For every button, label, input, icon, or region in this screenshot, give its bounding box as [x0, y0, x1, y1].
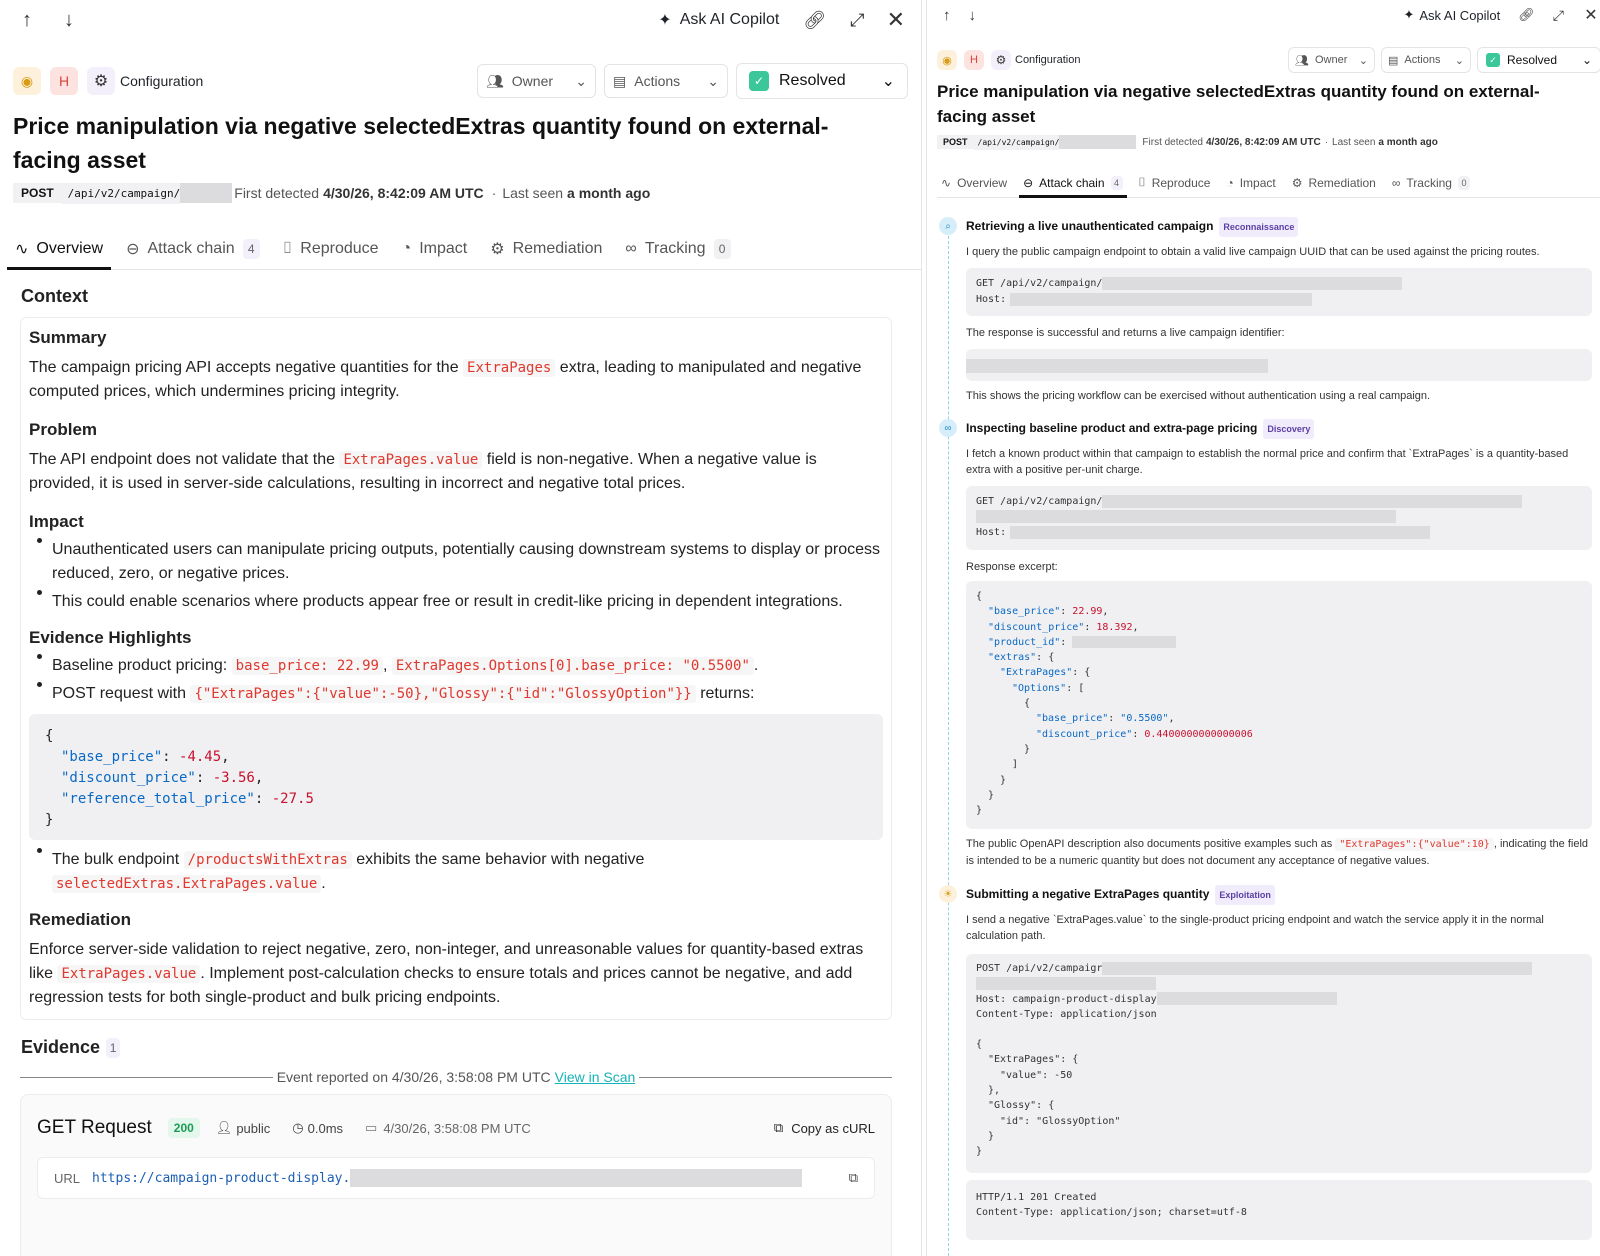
url-label: URL: [54, 1170, 81, 1186]
step-title: [966, 419, 1592, 439]
json-key: "base_price": [988, 606, 1061, 618]
tab-label: Reproduce: [1151, 175, 1211, 190]
last-seen-label: Last seen: [1332, 136, 1376, 148]
tab-overview[interactable]: [7, 228, 111, 269]
activity-icon: ∿: [15, 240, 29, 258]
divider-line: [20, 1077, 273, 1078]
redacted-block: [966, 359, 1268, 373]
code-line: "base_price": -4.45,: [61, 749, 230, 765]
first-detected-value: 4/30/26, 8:42:09 AM UTC: [323, 185, 484, 201]
link-icon: ⊖: [1023, 175, 1034, 190]
json-key: "Options": [1012, 682, 1067, 694]
tab-remediation[interactable]: [482, 228, 610, 269]
gear-icon: ⚙: [1291, 175, 1303, 190]
sparkle-icon: ✦: [658, 12, 672, 29]
redacted-block: [1102, 962, 1532, 975]
owner-dropdown[interactable]: [477, 64, 596, 98]
code-line: [976, 992, 1582, 1007]
code-line: }: [988, 789, 995, 801]
code-line: [976, 961, 1582, 976]
tab-label: Tracking: [644, 239, 706, 257]
first-detected-label: First detected: [1142, 136, 1203, 148]
endpoint-path: /api/v2/campaign/: [974, 135, 1060, 150]
chevron-down-icon: ⌄: [1358, 54, 1368, 67]
json-key: "discount_price": [61, 770, 196, 786]
tab-label: Remediation: [1308, 175, 1376, 190]
step-recon: [966, 217, 1592, 404]
binoculars-icon: ∞: [939, 419, 957, 437]
code-line: [976, 525, 1582, 540]
check-circle-icon: ✓: [1486, 53, 1500, 67]
actions-dropdown[interactable]: [604, 64, 728, 98]
json-code-block: [966, 581, 1592, 829]
search-icon: ⌕: [939, 217, 957, 235]
code-text: GET /api/v2/campaign/: [976, 496, 1103, 507]
owner-dropdown[interactable]: [1288, 47, 1375, 73]
tab-label: Impact: [1239, 175, 1276, 190]
tab-label: Attack chain: [1039, 175, 1105, 190]
step-text: I query the public campaign endpoint to obtain a valid live campaign UUID that can be used against the pricing routes.: [966, 246, 1540, 258]
inline-code: base_price: 22.99: [232, 657, 383, 675]
user-icon: 👤︎: [215, 1120, 233, 1135]
code-line: {: [45, 728, 54, 744]
chevron-down-icon: ⌄: [1581, 53, 1592, 67]
tab-tracking[interactable]: [617, 228, 738, 269]
impact-list: [29, 538, 883, 614]
request-url[interactable]: https://campaign-product-display.: [92, 1170, 351, 1186]
check-circle-icon: ✓: [749, 71, 769, 91]
json-code-block: [29, 714, 883, 840]
json-key: "product_id": [988, 636, 1061, 648]
code-line: {: [976, 1039, 983, 1051]
code-block: [966, 349, 1592, 381]
last-seen-label: Last seen: [502, 185, 564, 201]
redacted-block: [1102, 495, 1522, 508]
code-text: {: [1084, 667, 1091, 679]
tab-bar: [937, 168, 1600, 198]
copy-curl-button[interactable]: [774, 1120, 875, 1136]
list-item: [52, 654, 883, 678]
code-line: "ExtraPages": {: [988, 1054, 1079, 1066]
chevron-down-icon: ⌄: [1454, 54, 1464, 67]
json-key: "base_price": [1036, 713, 1109, 725]
json-value: -4.45: [179, 749, 222, 765]
code-text: GET /api/v2/campaign/: [976, 278, 1103, 289]
list-item: [52, 682, 883, 706]
evidence-highlights-heading: Evidence Highlights: [29, 628, 192, 647]
gauge-icon: ◔: [401, 239, 412, 257]
code-line: "product_id":: [976, 635, 1582, 650]
summary-text-b: extra, leading to manipulated and negative computed prices, which undermines pricing integrity.: [29, 359, 862, 400]
finding-meta: [937, 135, 1438, 149]
code-text: Host: campaign-product-display: [976, 993, 1157, 1005]
redacted-block: [180, 183, 232, 203]
tab-label: Reproduce: [300, 239, 379, 257]
owner-label: Owner: [1314, 54, 1348, 66]
rem-text-a: Enforce server-side validation to reject negative, zero, non-integer, and unreasonable values for quantity-based extras like: [29, 941, 864, 982]
severity-chip: ◉: [937, 50, 957, 70]
activity-icon: ∿: [941, 175, 952, 190]
method-badge: POST: [937, 135, 974, 149]
tab-impact[interactable]: [1222, 168, 1279, 197]
inline-code: /productsWithExtras: [184, 851, 352, 869]
code-line: "reference_total_price": -27.5: [61, 791, 314, 807]
last-seen-value: a month ago: [567, 185, 651, 201]
redacted-block: [1102, 277, 1402, 290]
tab-label: Overview: [957, 175, 1008, 190]
code-line: }: [976, 1146, 983, 1158]
url-row: [37, 1157, 875, 1199]
tab-tracking[interactable]: [1388, 168, 1474, 197]
code-line: "Options": [: [1012, 682, 1085, 694]
context-card: [20, 317, 892, 1020]
users-icon: 👥︎: [1295, 54, 1309, 67]
finding-title: Price manipulation via negative selectedExtras quantity found on external-facing asset: [13, 113, 829, 173]
remediation-text: [29, 938, 883, 1010]
step-exploitation: [966, 885, 1592, 1240]
evidence-count: 1: [106, 1038, 120, 1058]
code-line: "discount_price": -3.56,: [61, 770, 264, 786]
summary-text: [29, 356, 883, 404]
tab-impact[interactable]: [394, 228, 476, 269]
list-item: Unauthenticated users can manipulate pricing outputs, potentially causing downstream systems to display or process reduced, zero, or negative prices.: [52, 538, 883, 586]
code-line: "Glossy": {: [988, 1100, 1055, 1112]
problem-text: [29, 448, 883, 496]
arrow-down-icon[interactable]: ↓: [968, 6, 976, 24]
tab-label: Remediation: [512, 239, 603, 257]
arrow-up-icon[interactable]: ↑: [22, 8, 32, 31]
inline-code: ExtraPages.value: [57, 965, 200, 983]
evidence-heading: Evidence: [21, 1037, 101, 1057]
ask-copilot-button[interactable]: [1403, 7, 1500, 23]
code-line: }: [1000, 774, 1007, 786]
actions-label: Actions: [634, 73, 681, 89]
h-chip: H: [50, 67, 78, 95]
problem-text-a: The API endpoint does not validate that the: [29, 451, 335, 468]
code-line: Content-Type: application/json: [976, 1008, 1157, 1020]
code-line: "discount_price": 18.392,: [988, 621, 1139, 633]
rem-text-b: . Implement post-calculation checks to ensure totals and prices cannot be negative, and add regression tests for both single-product and bulk pricing endpoints.: [29, 965, 853, 1006]
owner-label: Owner: [511, 73, 554, 89]
step-title: [966, 217, 1592, 237]
code-line: }: [976, 805, 983, 817]
redacted-block: [1059, 135, 1136, 149]
endpoint-path: /api/v2/campaign/: [62, 183, 181, 204]
code-line: "ExtraPages": {: [1000, 667, 1091, 679]
problem-text-b: field is non-negative. When a negative value is provided, it is used in server-side calculations, resulting in incorrect and negative total prices.: [29, 451, 817, 492]
divider-line: [639, 1077, 892, 1078]
clock-icon: ◷: [292, 1120, 304, 1135]
code-line: "id": "GlossyOption": [1000, 1115, 1121, 1127]
punct: .: [753, 657, 759, 674]
status-dropdown[interactable]: [736, 63, 908, 99]
copilot-label: Ask AI Copilot: [1419, 7, 1501, 23]
summary-heading: Summary: [29, 328, 107, 347]
arrow-down-icon[interactable]: ↓: [64, 8, 74, 31]
last-seen-value: a month ago: [1378, 136, 1438, 148]
context-heading: Context: [21, 286, 88, 306]
gear-icon: ⚙: [87, 67, 115, 95]
event-reported-text: Event reported on 4/30/26, 3:58:08 PM UTC: [276, 1069, 551, 1085]
copy-curl-label: Copy as cURL: [791, 1120, 875, 1136]
step-text-b: , indicating the field is intended to be a numeric quantity but does not document any acceptance of negative values.: [966, 838, 1588, 867]
json-key: "reference_total_price": [61, 791, 255, 807]
actions-label: Actions: [1404, 54, 1441, 66]
code-text: Host:: [976, 294, 1007, 305]
json-value: 0.4400000000000006: [1144, 728, 1253, 740]
ev3-text: The bulk endpoint: [52, 851, 180, 868]
binoculars-icon: ∞: [625, 239, 637, 257]
json-key: "discount_price": [1036, 728, 1133, 740]
tab-reproduce[interactable]: [275, 228, 387, 269]
copy-icon: ⧉: [773, 1120, 784, 1135]
step-text-a: The public OpenAPI description also documents positive examples such as: [966, 838, 1333, 850]
link-icon[interactable]: 🔗︎: [803, 9, 827, 30]
event-divider: [20, 1067, 892, 1087]
code-line: "base_price": "0.5500",: [1036, 713, 1175, 725]
summary-text-a: The campaign pricing API accepts negative quantities for the: [29, 359, 459, 376]
phase-tag: Reconnaissance: [1219, 217, 1298, 237]
close-icon[interactable]: ✕: [1584, 7, 1598, 24]
code-line: }: [1024, 743, 1031, 755]
code-block: [966, 1180, 1592, 1240]
tab-count: 4: [1111, 176, 1123, 190]
code-line: {: [976, 591, 983, 602]
gear-icon: ⚙: [991, 50, 1011, 70]
tab-count: 0: [714, 239, 731, 259]
code-line: [976, 509, 1582, 524]
redacted-block: [1010, 293, 1312, 306]
tab-label: Tracking: [1406, 175, 1452, 190]
gauge-icon: ◔: [1226, 175, 1234, 190]
redacted-block: [976, 977, 1156, 990]
request-duration: 0.0ms: [307, 1120, 344, 1136]
list-item: [52, 848, 883, 896]
punct: .: [321, 875, 326, 892]
code-line: HTTP/1.1 201 Created: [976, 1192, 1097, 1203]
meta-separator: ·: [1324, 136, 1329, 148]
link-icon[interactable]: 🔗︎: [1518, 7, 1535, 22]
finding-title: Price manipulation via negative selectedExtras quantity found on external-facing asset: [937, 82, 1540, 126]
config-label: Configuration: [120, 73, 204, 89]
json-value: 18.392: [1096, 621, 1133, 633]
request-card: [20, 1094, 892, 1256]
tab-attack-chain[interactable]: [118, 228, 268, 269]
ask-copilot-button[interactable]: [658, 10, 779, 30]
phase-tag: Discovery: [1263, 419, 1314, 439]
code-line: }: [45, 812, 54, 828]
code-line: },: [988, 1085, 1001, 1097]
step-title: [966, 885, 1592, 905]
inline-code: ExtraPages.value: [339, 451, 482, 469]
tab-overview[interactable]: [937, 168, 1011, 197]
close-icon[interactable]: ✕: [886, 7, 905, 32]
chevron-down-icon: ⌄: [575, 72, 587, 89]
code-text: Host:: [976, 527, 1007, 538]
status-label: Resolved: [1507, 53, 1558, 67]
book-icon: ⌷: [1138, 175, 1146, 189]
code-line: "extras": {: [988, 652, 1055, 664]
request-user: public: [236, 1120, 271, 1136]
tab-attack-chain[interactable]: [1019, 168, 1126, 197]
bug-icon: ☀: [939, 885, 957, 903]
code-text: POST /api/v2/campaigr: [976, 963, 1103, 974]
code-line: }: [988, 1130, 995, 1142]
punct: ,: [382, 657, 388, 674]
redacted-block: [1157, 992, 1337, 1005]
ev1-text: Baseline product pricing:: [52, 657, 228, 674]
step-discovery: [966, 419, 1592, 869]
inline-code: {"ExtraPages":{"value":-50},"Glossy":{"id":"GlossyOption"}}: [190, 685, 695, 703]
inline-code: ExtraPages: [463, 359, 555, 377]
step-text: Response excerpt:: [966, 561, 1058, 573]
code-block: [966, 486, 1592, 550]
inline-code: selectedExtras.ExtraPages.value: [52, 875, 321, 893]
users-icon: 👥︎: [486, 72, 504, 89]
ev2-text: POST request with: [52, 685, 186, 702]
code-text: {: [1048, 652, 1055, 664]
timeline-line: [948, 236, 949, 1256]
code-line: "discount_price": 0.4400000000000006: [1036, 728, 1253, 740]
expand-icon[interactable]: ⤢: [850, 9, 865, 30]
chevron-down-icon: ⌄: [881, 73, 895, 90]
chevron-down-icon: ⌄: [707, 72, 719, 89]
code-block: [966, 268, 1592, 316]
tab-reproduce[interactable]: [1135, 168, 1215, 197]
method-badge: POST: [13, 183, 62, 203]
tab-label: Impact: [419, 239, 468, 257]
code-line: Content-Type: application/json; charset=utf-8: [976, 1207, 1247, 1219]
h-chip: H: [964, 50, 984, 70]
meta-separator: ·: [491, 185, 497, 201]
arrow-up-icon[interactable]: ↑: [943, 6, 951, 24]
problem-heading: Problem: [29, 420, 98, 439]
ev3-text-b: exhibits the same behavior with negative: [356, 851, 645, 868]
gear-icon: ⚙: [490, 240, 505, 258]
json-key: "discount_price": [988, 621, 1085, 633]
json-key: "ExtraPages": [1000, 667, 1073, 679]
json-key: "base_price": [61, 749, 163, 765]
code-line: [976, 276, 1582, 292]
tab-count: 4: [243, 239, 260, 259]
impact-heading: Impact: [29, 512, 84, 531]
request-date: 4/30/26, 3:58:08 PM UTC: [383, 1120, 531, 1136]
clipboard-icon: ▤: [613, 72, 627, 89]
list-item: This could enable scenarios where products appear free or result in credit-like pricing in dependent integrations.: [52, 590, 883, 614]
sparkle-icon: ✦: [1403, 7, 1415, 22]
redacted-block: [976, 510, 1396, 523]
code-line: [976, 292, 1582, 308]
code-line: {: [1024, 698, 1031, 710]
tab-label: Attack chain: [147, 239, 235, 257]
copilot-label: Ask AI Copilot: [679, 11, 780, 28]
first-detected-label: First detected: [234, 185, 320, 201]
step-title-text: Submitting a negative ExtraPages quantity: [966, 887, 1210, 902]
tab-bar: [7, 228, 921, 270]
step-text: I fetch a known product within that campaign to establish the normal price and confirm that `ExtraPages` is a quantity-based extra with a positive per-unit charge.: [966, 448, 1569, 476]
link-icon: ⊖: [126, 240, 140, 258]
json-value: -3.56: [212, 770, 255, 786]
code-line: "value": -50: [1000, 1069, 1073, 1081]
evidence-list: [29, 654, 883, 706]
inline-code: "ExtraPages":{"value":10}: [1335, 838, 1494, 851]
right-panel: [926, 0, 1600, 1256]
json-key: "extras": [988, 652, 1037, 664]
code-line: ]: [1012, 759, 1019, 771]
step-text: [966, 836, 1592, 869]
evidence-list-2: [29, 848, 883, 896]
step-text: The response is successful and returns a live campaign identifier:: [966, 327, 1285, 339]
phase-tag: Exploitation: [1215, 885, 1275, 905]
code-line: "base_price": 22.99,: [988, 606, 1109, 618]
calendar-icon: ▭: [365, 1120, 378, 1135]
binoculars-icon: ∞: [1391, 175, 1401, 190]
redacted-block: [1010, 526, 1430, 539]
view-in-scan-link[interactable]: View in Scan: [554, 1069, 636, 1085]
tab-label: Overview: [36, 239, 104, 257]
status-code-badge: 200: [168, 1118, 200, 1138]
step-text: I send a negative `ExtraPages.value` to the single-product pricing endpoint and watch the service apply it in the normal calculation path.: [966, 914, 1544, 942]
ev2-text-b: returns:: [700, 685, 755, 702]
status-dropdown[interactable]: [1477, 47, 1600, 73]
code-line: [976, 494, 1582, 509]
first-detected-value: 4/30/26, 8:42:09 AM UTC: [1206, 136, 1321, 148]
code-line: [976, 976, 1582, 991]
step-title-text: Retrieving a live unauthenticated campaign: [966, 219, 1214, 234]
code-text: [: [1078, 682, 1085, 694]
clipboard-icon: ▤: [1388, 54, 1399, 67]
remediation-heading: Remediation: [29, 910, 132, 929]
json-value: "0.5500": [1120, 713, 1169, 725]
copy-icon[interactable]: ⧉: [848, 1170, 858, 1185]
book-icon: ⌷: [282, 239, 293, 257]
step-text: This shows the pricing workflow can be exercised without authentication using a real campaign.: [966, 390, 1431, 402]
code-line: [976, 1022, 1582, 1037]
json-value: -27.5: [271, 791, 314, 807]
code-block: [966, 954, 1592, 1173]
json-value: 22.99: [1072, 606, 1103, 618]
tab-remediation[interactable]: [1288, 168, 1380, 197]
redacted-block: [350, 1169, 802, 1187]
inline-code: ExtraPages.Options[0].base_price: "0.5500": [392, 657, 754, 675]
redacted-block: [1072, 636, 1176, 648]
step-title-text: Inspecting baseline product and extra-page pricing: [966, 421, 1258, 436]
status-label: Resolved: [779, 72, 846, 89]
finding-meta: [13, 183, 650, 203]
actions-dropdown[interactable]: [1381, 47, 1471, 73]
severity-chip: ◉: [13, 67, 41, 95]
request-title: GET Request: [37, 1117, 152, 1138]
expand-icon[interactable]: ⤢: [1552, 6, 1564, 23]
tab-count: 0: [1458, 176, 1470, 190]
config-label: Configuration: [1015, 54, 1081, 66]
